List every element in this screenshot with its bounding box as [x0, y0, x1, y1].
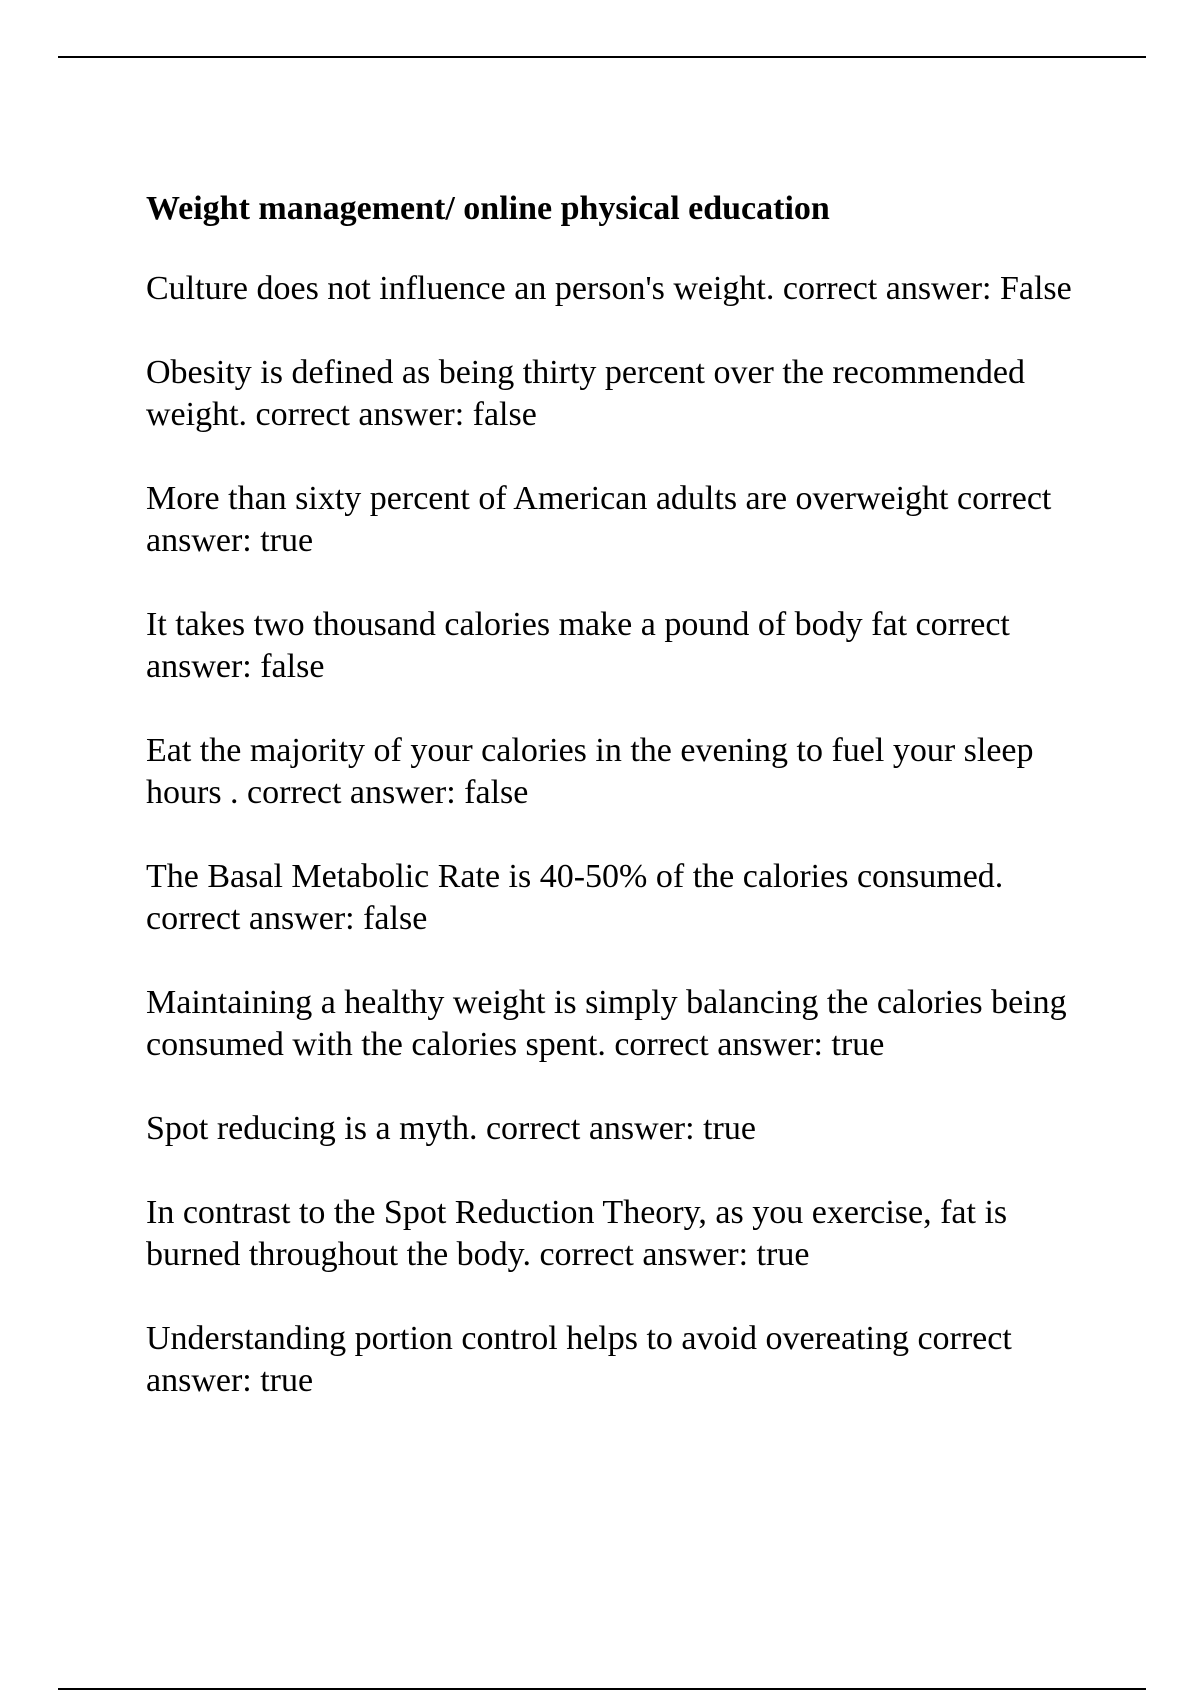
qa-item-1: Culture does not influence an person's weight. correct answer: False	[146, 270, 1072, 307]
qa-item-6: The Basal Metabolic Rate is 40-50% of the calories consumed. correct answer: false	[146, 858, 1004, 937]
qa-item-5: Eat the majority of your calories in the evening to fuel your sleep hours . correct answer: false	[146, 732, 1034, 811]
qa-item-2: Obesity is defined as being thirty percent over the recommended weight. correct answer: false	[146, 354, 1025, 433]
qa-item-10: Understanding portion control helps to avoid overeating correct answer: true	[146, 1320, 1012, 1399]
qa-item-7: Maintaining a healthy weight is simply balancing the calories being consumed with the calories spent. correct answer: true	[146, 984, 1067, 1063]
top-rule	[58, 56, 1146, 58]
qa-item-3: More than sixty percent of American adults are overweight correct answer: true	[146, 480, 1052, 559]
qa-item-8: Spot reducing is a myth. correct answer: true	[146, 1110, 756, 1147]
qa-item-4: It takes two thousand calories make a pound of body fat correct answer: false	[146, 606, 1010, 685]
document-body	[146, 188, 1096, 1444]
qa-item-9: In contrast to the Spot Reduction Theory, as you exercise, fat is burned throughout the body. correct answer: true	[146, 1194, 1008, 1273]
bottom-rule	[58, 1688, 1146, 1690]
document-title: Weight management/ online physical education	[146, 190, 830, 227]
